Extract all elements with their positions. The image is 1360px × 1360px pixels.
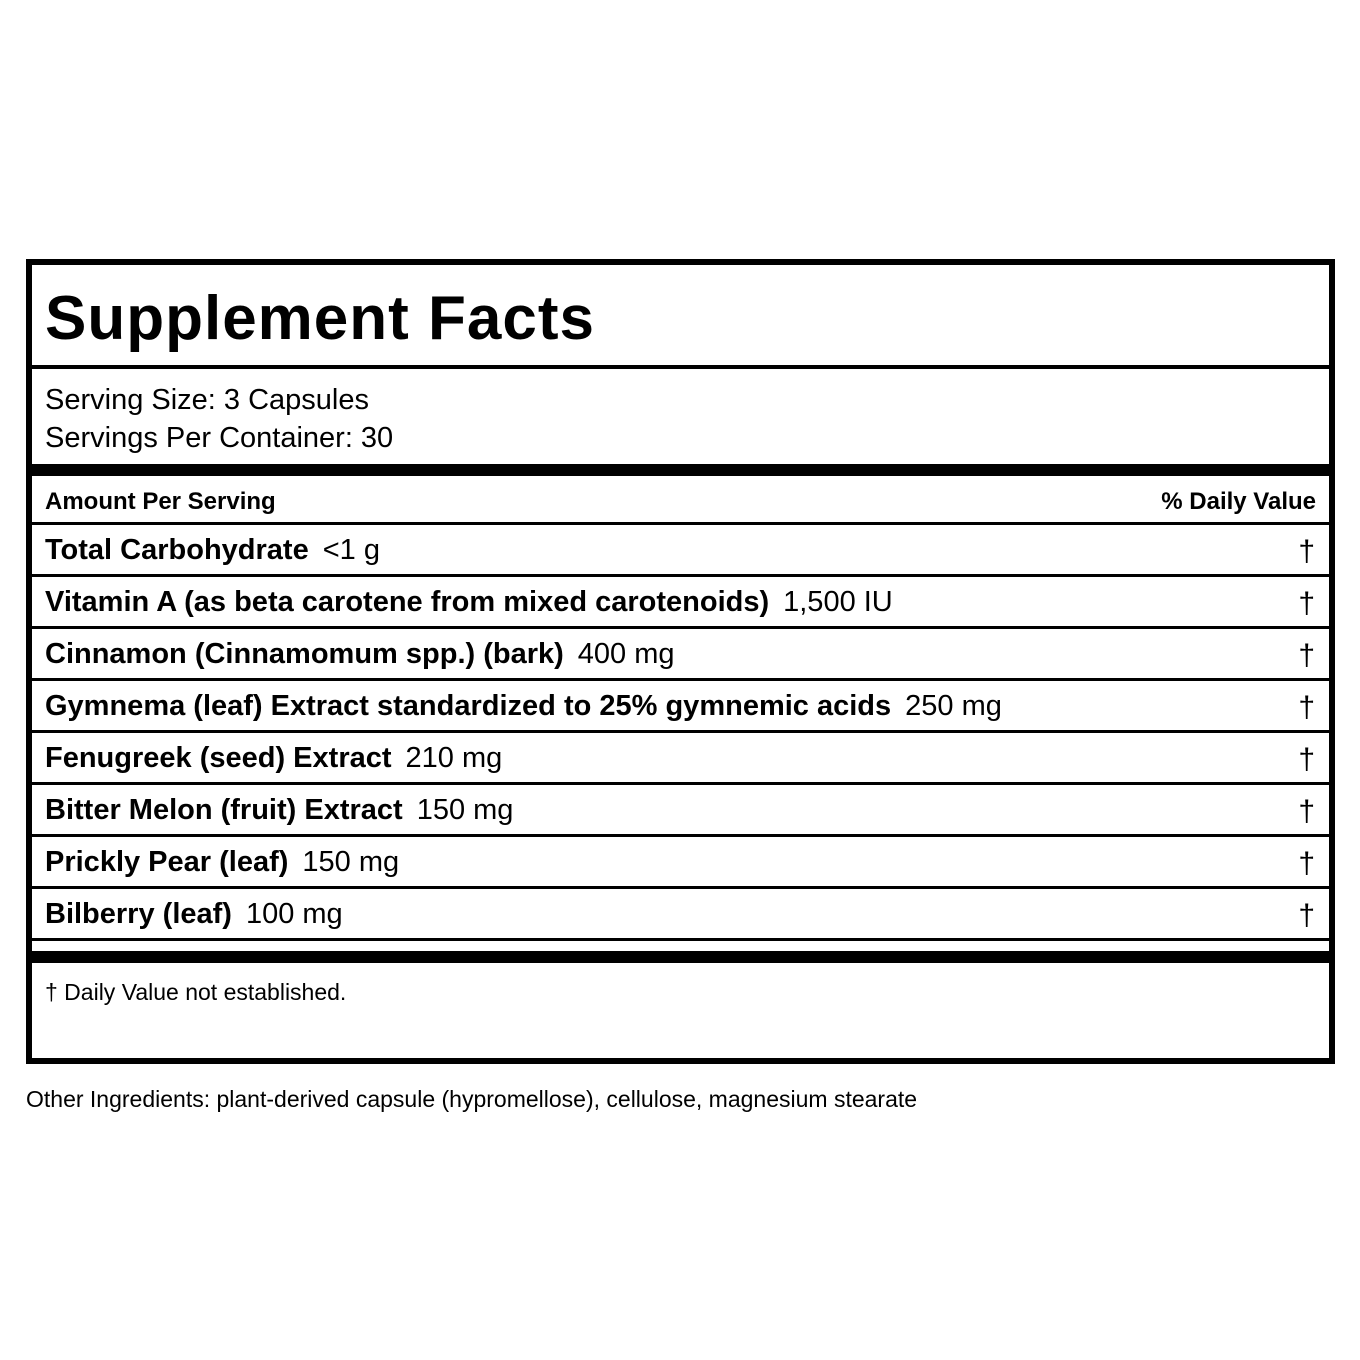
ingredient-name: Bilberry (leaf) [45,898,232,930]
ingredient-row [32,525,1329,577]
daily-value-dagger: † [1298,795,1315,828]
daily-value-dagger: † [1298,535,1315,568]
ingredient-row [32,681,1329,733]
other-ingredients: Other Ingredients: plant-derived capsule (hypromellose), cellulose, magnesium stearate [26,1086,918,1112]
row-divider [32,938,1329,941]
ingredient-amount: <1 g [322,534,380,566]
daily-value-dagger: † [1298,587,1315,620]
daily-value-header: % Daily Value [1161,488,1316,515]
ingredient-name: Prickly Pear (leaf) [45,846,289,878]
ingredient-text [45,897,343,931]
ingredient-row [32,837,1329,889]
thick-divider [32,951,1329,963]
ingredient-text [45,637,675,671]
daily-value-dagger: † [1298,639,1315,672]
ingredient-amount: 150 mg [302,846,400,878]
ingredient-amount: 150 mg [416,794,514,826]
ingredient-row [32,577,1329,629]
ingredient-row [32,889,1329,941]
ingredient-row [32,629,1329,681]
ingredient-text [45,689,1002,723]
ingredient-amount: 100 mg [245,898,343,930]
supplement-facts-panel [26,259,1335,1064]
amount-per-serving-header: Amount Per Serving [45,488,276,515]
ingredient-name: Vitamin A (as beta carotene from mixed carotenoids) [45,586,770,618]
servings-per-container: Servings Per Container: 30 [45,422,394,454]
ingredient-amount: 250 mg [905,690,1002,722]
ingredient-row [32,733,1329,785]
serving-size: Serving Size: 3 Capsules [45,384,369,416]
ingredient-name: Bitter Melon (fruit) Extract [45,794,403,826]
ingredient-amount: 210 mg [405,742,503,774]
panel-title: Supplement Facts [45,284,595,353]
ingredient-text [45,845,399,879]
thick-divider [32,464,1329,476]
ingredient-name: Cinnamon (Cinnamomum spp.) (bark) [45,638,564,670]
ingredient-name: Gymnema (leaf) Extract standardized to 25% gymnemic acids [45,690,892,722]
daily-value-dagger: † [1298,847,1315,880]
ingredient-name: Total Carbohydrate [45,534,309,566]
daily-value-dagger: † [1298,899,1315,932]
ingredient-row [32,785,1329,837]
ingredient-amount: 1,500 IU [783,586,893,618]
ingredient-text [45,793,513,827]
divider [32,365,1329,369]
ingredient-text [45,741,502,775]
ingredient-amount: 400 mg [577,638,675,670]
ingredient-name: Fenugreek (seed) Extract [45,742,392,774]
daily-value-dagger: † [1298,743,1315,776]
ingredient-text [45,533,380,567]
daily-value-footnote: † Daily Value not established. [45,979,347,1005]
ingredient-text [45,585,893,619]
daily-value-dagger: † [1298,691,1315,724]
